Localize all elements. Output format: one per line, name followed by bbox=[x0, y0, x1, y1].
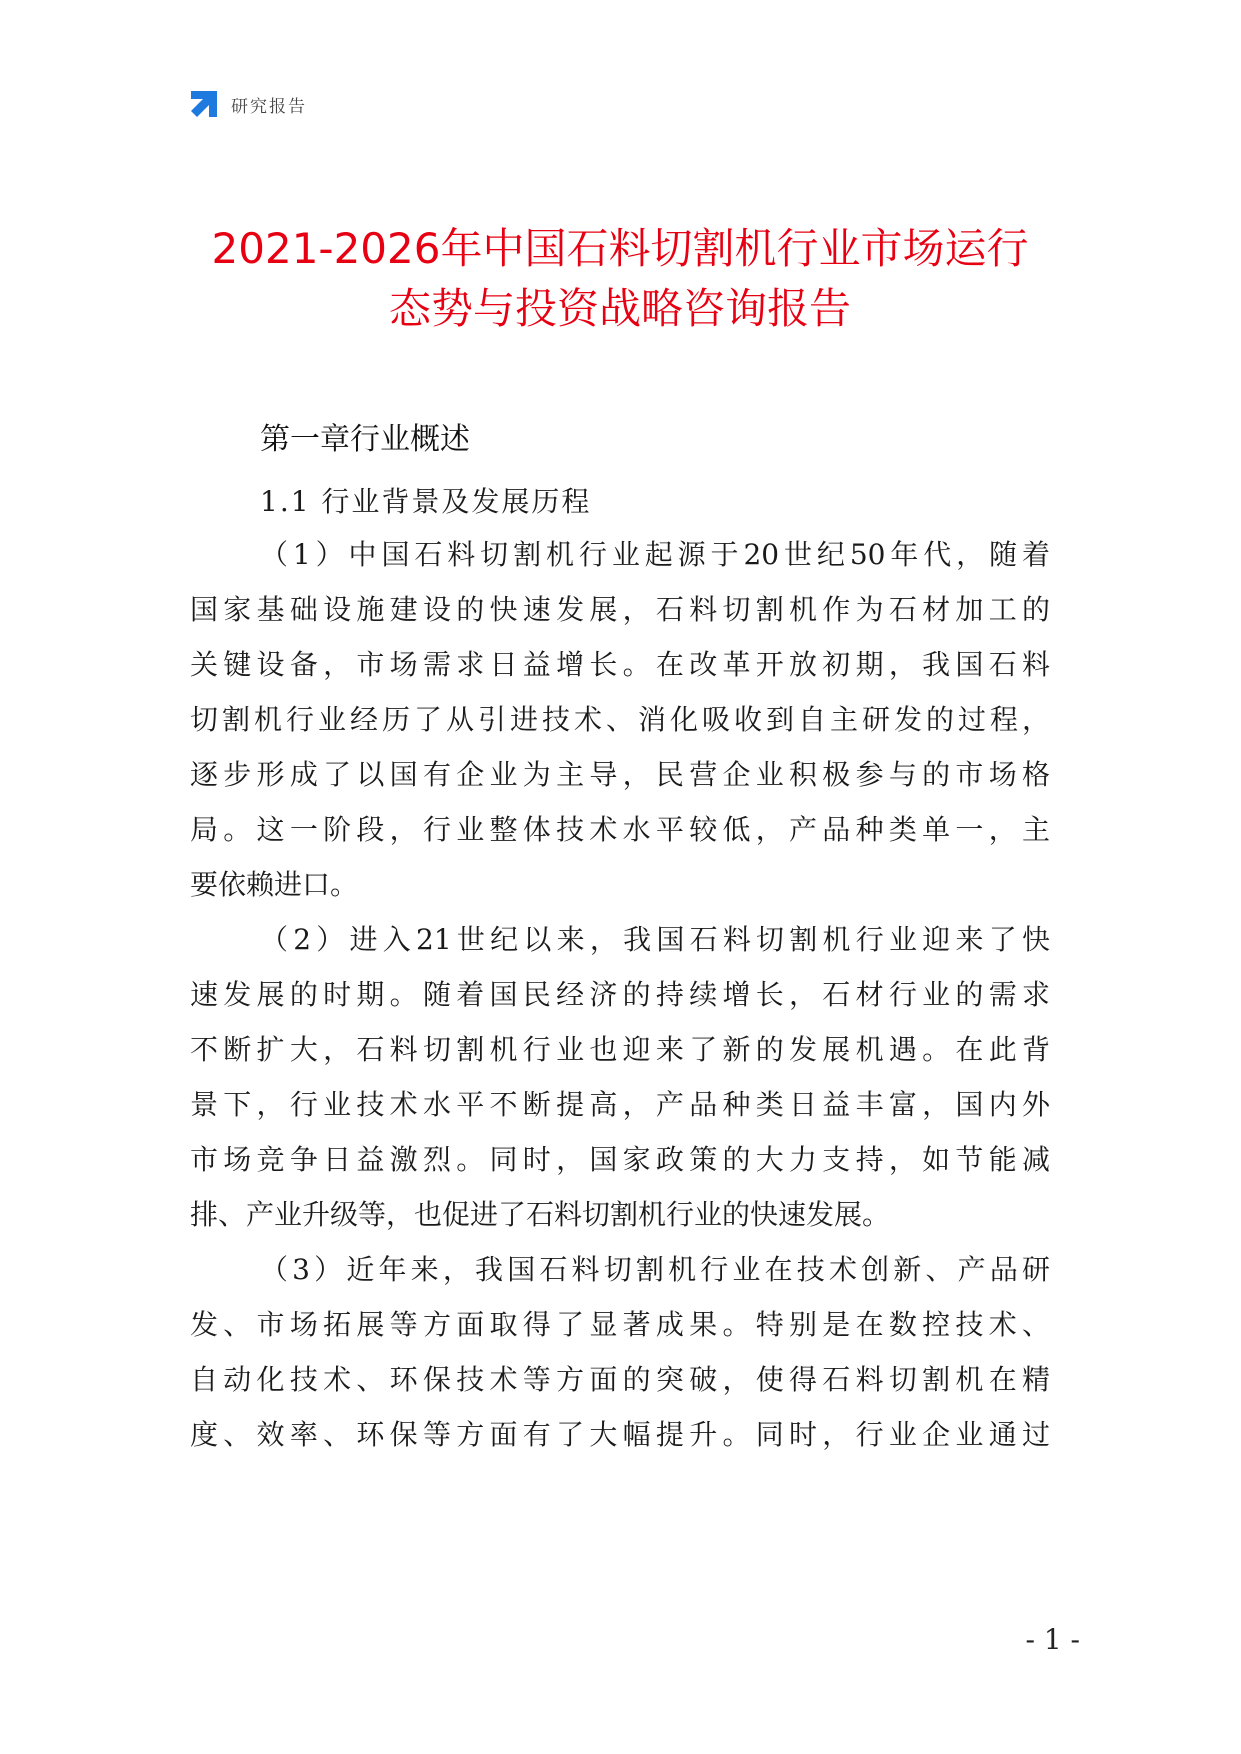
header-label: 研究报告 bbox=[231, 96, 307, 117]
report-title-line-1: 2021-2026年中国石料切割机行业市场运行 bbox=[211, 224, 1029, 273]
section-heading: 1.1 行业背景及发展历程 bbox=[260, 485, 592, 518]
report-title-line-2: 态势与投资战略咨询报告 bbox=[388, 284, 851, 333]
paragraph-2-line-2: 速发展的时期。随着国民经济的持续增长，石材行业的需求 bbox=[190, 978, 1050, 1011]
paragraph-1-line-2: 国家基础设施建设的快速发展，石料切割机作为石材加工的 bbox=[190, 593, 1050, 626]
paragraph-2-line-1: （2）进入21世纪以来，我国石料切割机行业迎来了快 bbox=[260, 923, 1050, 956]
paragraph-1-line-5: 逐步形成了以国有企业为主导，民营企业积极参与的市场格 bbox=[190, 758, 1050, 791]
chapter-heading: 第一章行业概述 bbox=[260, 422, 470, 457]
report-header bbox=[189, 88, 307, 120]
paragraph-3-line-2: 发、市场拓展等方面取得了显著成果。特别是在数控技术、 bbox=[190, 1308, 1050, 1341]
paragraph-3-line-1: （3）近年来，我国石料切割机行业在技术创新、产品研 bbox=[260, 1253, 1050, 1286]
arrow-up-right-icon bbox=[189, 89, 219, 119]
paragraph-2-line-5: 市场竞争日益激烈。同时，国家政策的大力支持，如节能减 bbox=[190, 1143, 1050, 1176]
paragraph-1-line-7: 要依赖进口。 bbox=[190, 868, 359, 901]
paragraph-1-line-4: 切割机行业经历了从引进技术、消化吸收到自主研发的过程， bbox=[190, 703, 1050, 736]
paragraph-1-line-1: （1）中国石料切割机行业起源于20世纪50年代，随着 bbox=[260, 538, 1050, 571]
paragraph-3-line-4: 度、效率、环保等方面有了大幅提升。同时，行业企业通过 bbox=[190, 1418, 1050, 1451]
paragraph-2-line-3: 不断扩大，石料切割机行业也迎来了新的发展机遇。在此背 bbox=[190, 1033, 1050, 1066]
page-number: - 1 - bbox=[1025, 1623, 1080, 1656]
paragraph-2-line-6: 排、产业升级等，也促进了石料切割机行业的快速发展。 bbox=[190, 1198, 891, 1231]
paragraph-2-line-4: 景下，行业技术水平不断提高，产品种类日益丰富，国内外 bbox=[190, 1088, 1050, 1121]
paragraph-3-line-3: 自动化技术、环保技术等方面的突破，使得石料切割机在精 bbox=[190, 1363, 1050, 1396]
paragraph-1-line-6: 局。这一阶段，行业整体技术水平较低，产品种类单一，主 bbox=[190, 813, 1050, 846]
paragraph-1-line-3: 关键设备，市场需求日益增长。在改革开放初期，我国石料 bbox=[190, 648, 1050, 681]
